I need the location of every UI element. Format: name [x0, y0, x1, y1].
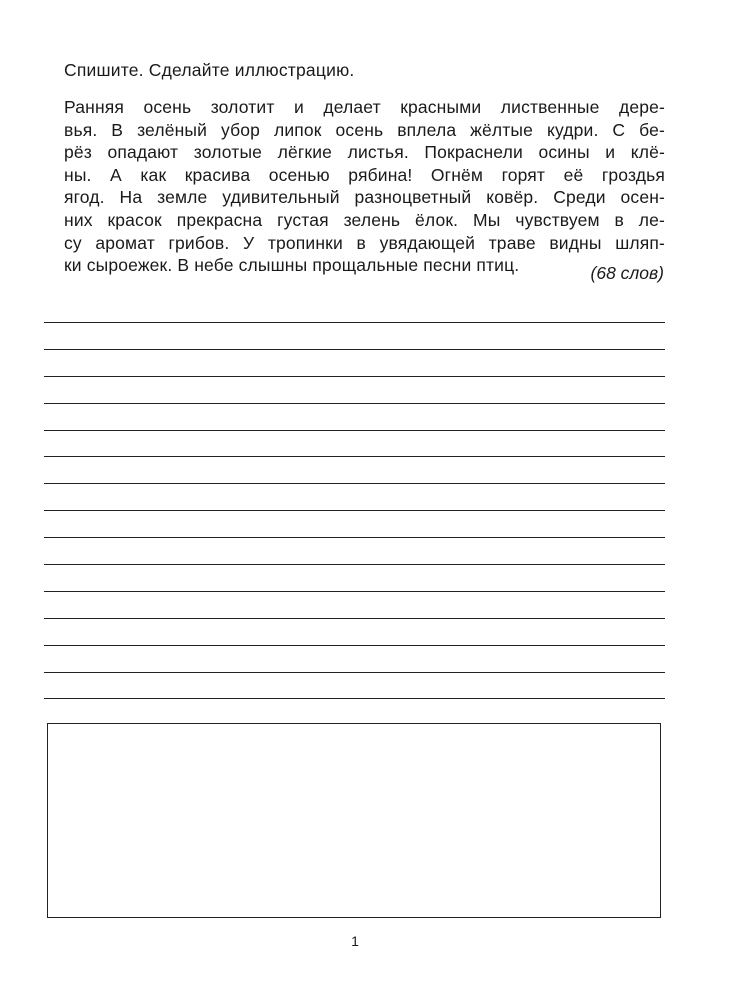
passage-line: ны. А как красива осенью рябина! Огнём горят её гроздья — [64, 164, 665, 185]
passage-line: них красок прекрасна густая зелень ёлок. Мы чувствуем в ле- — [64, 209, 665, 230]
passage-line: Ранняя осень золотит и делает красными лиственные дере- — [64, 97, 665, 117]
writing-line[interactable] — [44, 510, 665, 511]
writing-line[interactable] — [44, 483, 665, 484]
writing-lines[interactable] — [44, 322, 665, 725]
passage-line: ки сыроежек. В небе слышны прощальные песни птиц. — [64, 255, 520, 276]
writing-line[interactable] — [44, 403, 665, 404]
task-instruction: Спишите. Сделайте иллюстрацию. — [64, 60, 355, 80]
writing-line[interactable] — [44, 645, 665, 646]
writing-line[interactable] — [44, 322, 665, 323]
passage-line: су аромат грибов. У тропинки в увядающей траве видны шляп- — [64, 232, 665, 253]
writing-line[interactable] — [44, 430, 665, 431]
writing-line[interactable] — [44, 376, 665, 377]
writing-line[interactable] — [44, 672, 665, 673]
writing-line[interactable] — [44, 456, 665, 457]
writing-line[interactable] — [44, 618, 665, 619]
writing-line[interactable] — [44, 564, 665, 565]
writing-line[interactable] — [44, 591, 665, 592]
writing-line[interactable] — [44, 349, 665, 350]
writing-line[interactable] — [44, 537, 665, 538]
illustration-box[interactable] — [47, 723, 661, 918]
passage-line: ягод. На земле удивительный разноцветный ковёр. Среди осен- — [64, 187, 665, 208]
page-number: 1 — [351, 933, 359, 949]
passage-line: вья. В зелёный убор липок осень вплела жёлтые кудри. С бе- — [64, 119, 665, 140]
word-count: (68 слов) — [590, 263, 664, 283]
passage-line: рёз опадают золотые лёгкие листья. Покраснели осины и клё- — [64, 142, 665, 163]
writing-line[interactable] — [44, 698, 665, 699]
dictation-passage — [64, 96, 665, 277]
